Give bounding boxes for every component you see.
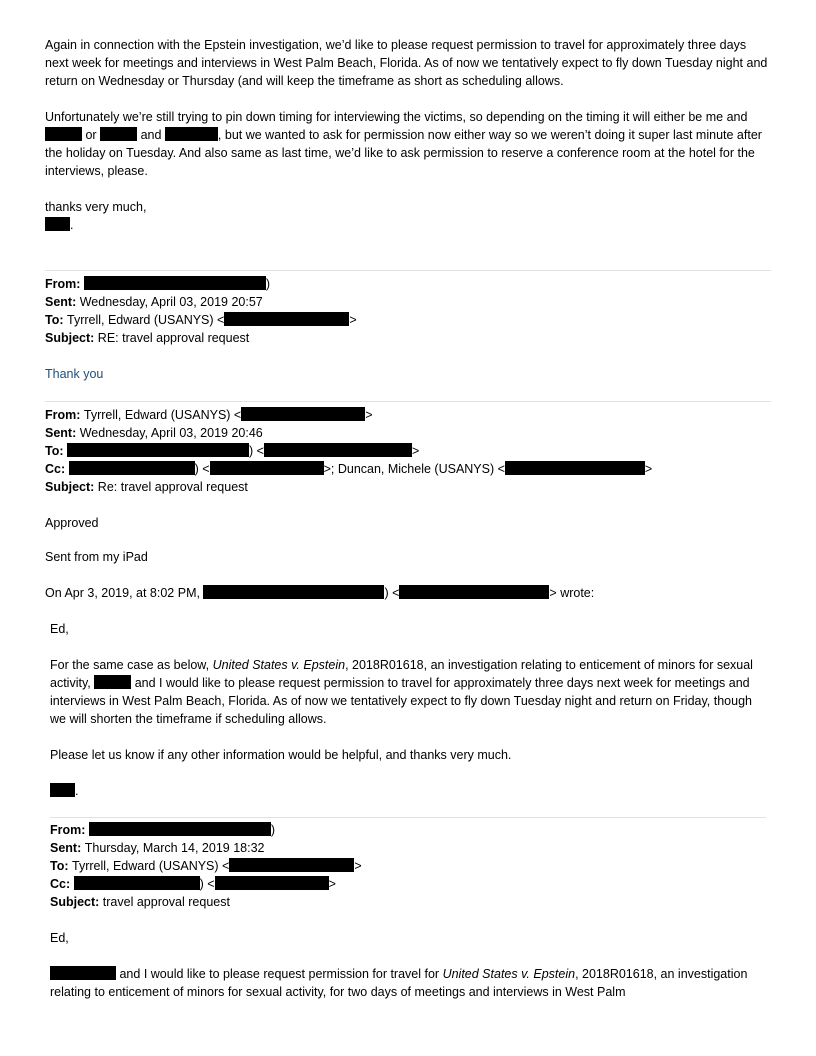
cc-line: Cc: ) < >	[50, 877, 336, 891]
redaction	[69, 461, 195, 475]
intro-paragraph-2: Unfortunately we’re still trying to pin down timing for interviewing the victims, so depending on the timing it will either be me and or and , but we wanted to ask for permission now either way so we weren’t doing it super last minute after the holiday on Tuesday. And also same as last time, we’d like to ask permission to reserve a conference room at the hotel for the interviews, please.	[45, 110, 762, 178]
email-body-2: Approved Sent from my iPad On Apr 3, 2019, at 8:02 PM, ) < > wrote:	[45, 514, 771, 602]
redaction	[399, 585, 549, 599]
email-body-3: Ed, and I would like to please request permission for travel for United States v. Epstein, 2018R01618, an investigation relating to enticement of minors for sexual activity, for two days of meetings and interviews in West Palm	[50, 929, 770, 1001]
quoted-paragraph-1: For the same case as below, United States v. Epstein, 2018R01618, an investigation relating to enticement of minors for sexual activity, and I would like to please request permission to travel for approximately three days next week for meetings and interviews in West Palm Beach, Florida. As of now we tentatively expect to fly down Tuesday night and return on Friday, though we will shorten the timeframe if scheduling allows.	[50, 658, 753, 726]
redaction	[241, 407, 365, 421]
redaction	[210, 461, 324, 475]
redaction	[67, 443, 249, 457]
redaction	[74, 876, 200, 890]
redaction	[203, 585, 384, 599]
divider	[50, 817, 766, 818]
subject-line: Subject: Re: travel approval request	[45, 480, 248, 494]
quote-intro: On Apr 3, 2019, at 8:02 PM, ) < > wrote:	[45, 586, 595, 600]
email-body-1: Thank you	[45, 367, 104, 381]
redaction	[505, 461, 645, 475]
redaction	[224, 312, 349, 326]
signature: .	[50, 782, 770, 800]
to-line: To: Tyrrell, Edward (USANYS) < >	[50, 859, 362, 873]
email-header-3	[50, 821, 770, 911]
redaction	[50, 783, 75, 797]
quoted-paragraph-2: Please let us know if any other information would be helpful, and thanks very much.	[50, 748, 512, 762]
from-line: From: Tyrrell, Edward (USANYS) < >	[45, 408, 373, 422]
redaction	[89, 822, 271, 836]
redaction	[100, 127, 137, 141]
signoff: thanks very much,	[45, 200, 147, 214]
email-header-2	[45, 406, 771, 496]
redaction	[50, 966, 116, 980]
redaction	[215, 876, 329, 890]
quoted-message: Ed, For the same case as below, United States v. Epstein, 2018R01618, an investigation relating to enticement of minors for sexual activity, and I would like to please request permission to travel for approximately three days next week for meetings and interviews in West Palm Beach, Florida. As of now we tentatively expect to fly down Tuesday night and return on Friday, though we will shorten the timeframe if scheduling allows. Please let us know if any other information would be helpful, and thanks very much. .	[50, 620, 770, 800]
cc-line: Cc: ) < >; Duncan, Michele (USANYS) < >	[45, 462, 653, 476]
divider	[45, 401, 771, 402]
email-3-paragraph: and I would like to please request permission for travel for United States v. Epstein, 2018R01618, an investigation relating to enticement of minors for sexual activity, for two days of meetings and interviews in West Palm	[50, 967, 748, 999]
redaction	[229, 858, 354, 872]
sent-line: Sent: Wednesday, April 03, 2019 20:57	[45, 295, 263, 309]
sent-line: Sent: Thursday, March 14, 2019 18:32	[50, 841, 265, 855]
subject-line: Subject: RE: travel approval request	[45, 331, 250, 345]
signature: .	[45, 216, 771, 234]
subject-line: Subject: travel approval request	[50, 895, 230, 909]
divider	[45, 270, 771, 271]
email-body-intro	[45, 36, 771, 234]
sent-line: Sent: Wednesday, April 03, 2019 20:46	[45, 426, 263, 440]
from-line: From: )	[50, 823, 276, 837]
redaction	[45, 127, 82, 141]
redaction	[45, 217, 70, 231]
intro-paragraph-1: Again in connection with the Epstein investigation, we’d like to please request permission to travel for approximately three days next week for meetings and interviews in West Palm Beach, Florida. As of now we tentatively expect to fly down Tuesday night and return on Wednesday or Thursday (and will keep the timeframe as short as scheduling allows.	[45, 38, 768, 88]
redaction	[165, 127, 218, 141]
email-header-1	[45, 275, 771, 347]
redaction	[84, 276, 266, 290]
to-line: To: Tyrrell, Edward (USANYS) < >	[45, 313, 357, 327]
to-line: To: ) < >	[45, 444, 420, 458]
redaction	[264, 443, 412, 457]
redaction	[94, 675, 131, 689]
from-line: From: )	[45, 277, 271, 291]
